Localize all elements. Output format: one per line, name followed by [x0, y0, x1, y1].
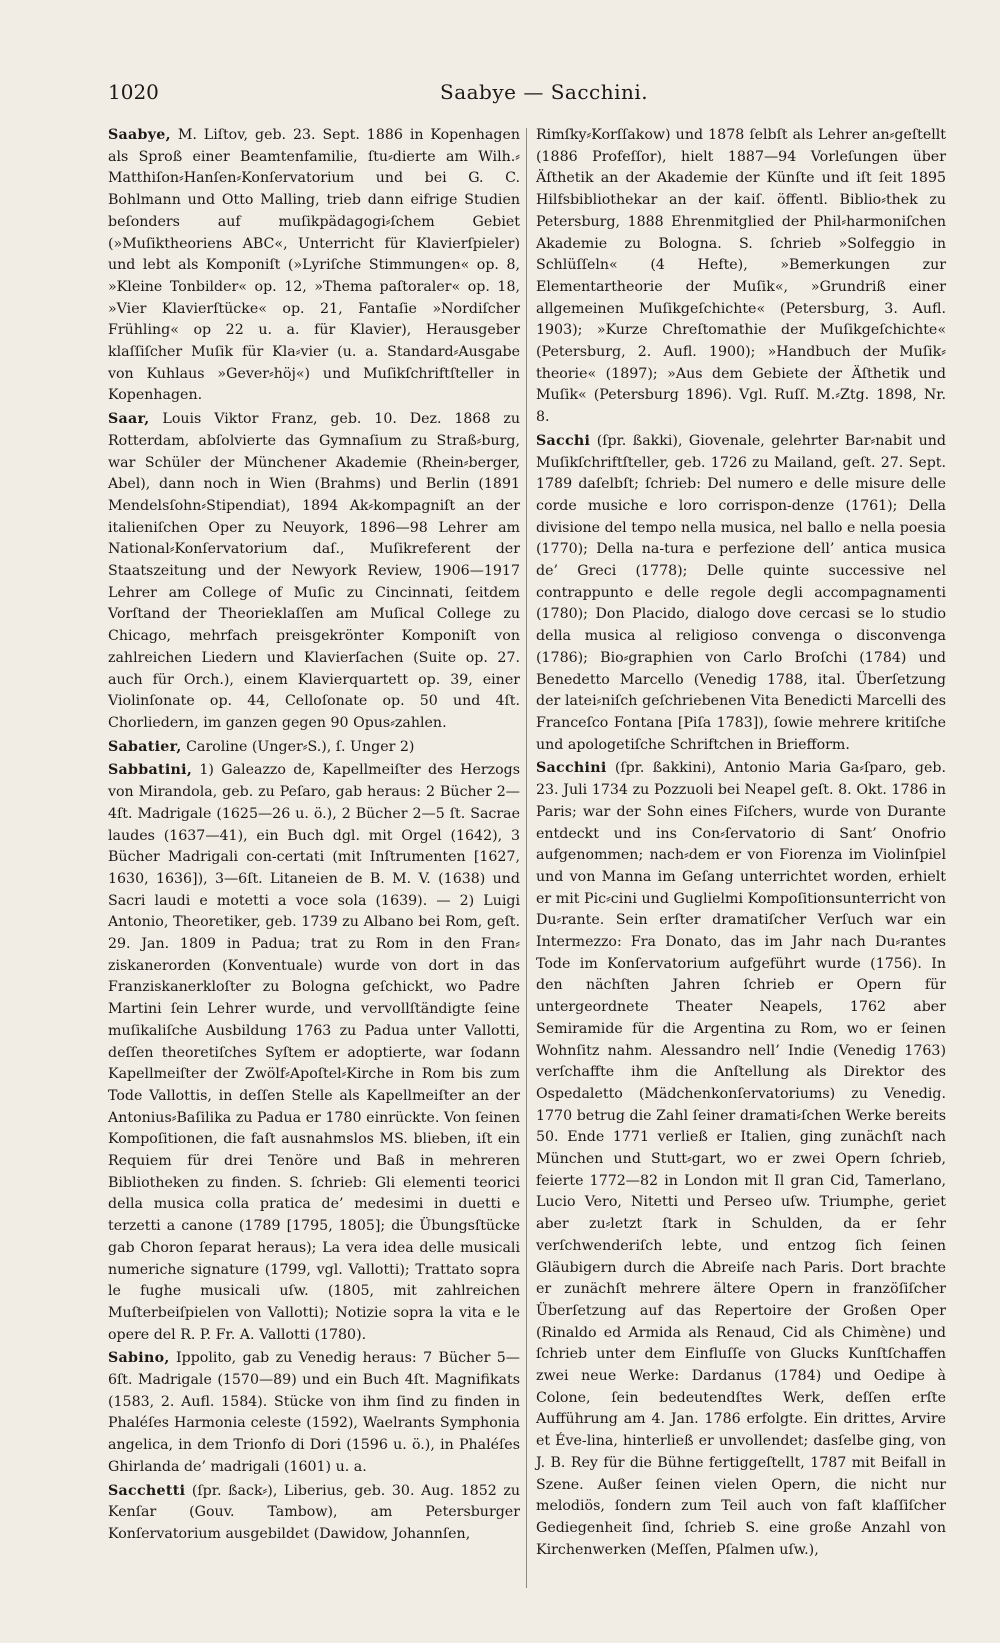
page-number: 1020 [108, 80, 159, 104]
page-header [108, 80, 942, 112]
entry-text: (ſpr. ßack⸗), Liberius, geb. 30. Aug. 1852 zu Kenſar (Gouv. Tambow), am Petersburger Konſervatorium ausgebildet (Dawidow, Johannſen, [108, 1482, 520, 1542]
entry-sabino [108, 1348, 520, 1478]
entry-sabatier [108, 737, 520, 759]
right-column [536, 125, 946, 1563]
headword: Sacchetti [108, 1482, 186, 1499]
entry-sacchetti [108, 1481, 520, 1546]
headword: Sabatier, [108, 738, 182, 755]
entry-saar [108, 409, 520, 735]
entry-text: Ippolito, gab zu Venedig heraus: 7 Bücher 5—6ſt. Madrigale (1570—89) und ein Buch 4ſt. Magnifikats (1583, 2. Aufl. 1584). Stücke von ihm ſind zu finden in Phaléſes Harmonia celeste (1592), Waelrants Symphonia angelica, in dem Trionfo di Dori (1596 u. ö.), in Phaléſes Ghirlanda de’ madrigali (1601) u. a. [108, 1350, 520, 1475]
entry-text: Rimſky⸗Korſſakow) und 1878 ſelbſt als Lehrer an⸗geſtellt (1886 Profeſſor), hielt 1887—94 Vorleſungen über Äſthetik an der Akademie der Künſte und iſt ſeit 1895 Hilfsbibliothekar an der kaiſ. öffentl. Biblio⸗thek zu Petersburg, 1888 Ehrenmitglied der Phil⸗harmoniſchen Akademie zu Bologna. S. ſchrieb »Solfeggio in Schlüſſeln« (4 Hefte), »Bemerkungen zur Elementartheorie der Muſik«, »Grundriß einer allgemeinen Muſikgeſchichte« (Petersburg, 3. Aufl. 1903); »Kurze Chreſtomathie der Muſikgeſchichte« (Petersburg, 2. Aufl. 1900); »Handbuch der Muſik⸗theorie« (1897); »Aus dem Gebiete der Äſthetik und Muſik« (Petersburg 1896). Vgl. Ruſſ. M.⸗Ztg. 1898, Nr. 8. [536, 127, 946, 426]
entry-sacchi [536, 431, 946, 757]
headword: Sacchi [536, 432, 591, 449]
headword: Sacchini [536, 760, 607, 777]
entry-text: (ſpr. ßakki), Giovenale, gelehrter Bar⸗nabit und Muſikſchriftſteller, geb. 1726 zu Mailand, geſt. 27. Sept. 1789 daſelbſt; ſchrieb: Del numero e delle misure delle corde musiche e loro corrispon-denze (1761); Della divisione del tempo nella musica, nel ballo e nella poesia (1770); Della na-tura e perfezione dell’ antica musica de’ Greci (1778); Delle quinte successive nel contrappunto e delle regole degli accompagnamenti (1780); Don Placido, dialogo dove cercasi se lo studio della musica al religioso convenga o disconvenga (1786); Bio⸗graphien von Carlo Broſchi (1784) und Benedetto Marcello (Venedig 1788, ital. Überſetzung der latei⸗niſch geſchriebenen Vita Benedicti Marcelli des Franceſco Fontana [Piſa 1783]), ſowie mehrere kritiſche und apologetiſche Schriftchen in Briefform. [536, 432, 946, 753]
column-divider [526, 128, 527, 1588]
entry-text: 1) Galeazzo de, Kapellmeiſter des Herzogs von Mirandola, geb. zu Peſaro, gab heraus: 2 Bücher 2—4ſt. Madrigale (1625—26 u. ö.), 2 Bücher 2—5 ſt. Sacrae laudes (1637—41), ein Buch dgl. mit Orgel (1642), 3 Bücher Madrigali con-certati (mit Inſtrumenten [1627, 1630, 1636]), 3—6ſt. Litaneien de B. M. V. (1638) und Sacri laudi e motetti a voce sola (1639). — 2) Luigi Antonio, Theoretiker, geb. 1739 zu Albano bei Rom, geſt. 29. Jan. 1809 in Padua; trat zu Rom in den Fran⸗ziskanerorden (Konventuale) wurde von dort in das Franziskanerkloſter zu Bologna geſchickt, wo Padre Martini ſein Lehrer wurde, und vervollſtändigte ſeine muſikaliſche Ausbildung 1763 zu Padua unter Vallotti, deſſen theoretiſches Syſtem er adoptierte, war ſodann Kapellmeiſter der Zwölf⸗Apoſtel⸗Kirche in Rom bis zum Tode Vallottis, in deſſen Stelle als Kapellmeiſter an der Antonius⸗Baſilika zu Padua er 1780 einrückte. Von ſeinen Kompoſitionen, die faſt ausnahmslos MS. blieben, iſt ein Requiem für drei Tenöre und Baß in mehreren Bibliotheken zu finden. S. ſchrieb: Gli elementi teorici della musica colla pratica de’ medesimi in duetti e terzetti a canone (1789 [1795, 1805]; die Übungsſtücke gab Choron ſeparat heraus); La vera idea delle musicali numeriche signature (1799, vgl. Vallotti); Trattato sopra le fughe musicali uſw. (1805, mit zahlreichen Muſterbeiſpielen von Vallotti); Notizie sopra la vita e le opere del R. P. Fr. A. Vallotti (1780). [108, 762, 521, 1343]
entry-text: Louis Viktor Franz, geb. 10. Dez. 1868 zu Rotterdam, abſolvierte das Gymnaſium zu Straß⸗burg, war Schüler der Münchener Akademie (Rhein⸗berger, Abel), dann noch in Wien (Brahms) und Berlin (1891 Mendelsſohn⸗Stipendiat), 1894 Ak⸗kompagniſt an der italieniſchen Oper zu Neuyork, 1896—98 Lehrer am National⸗Konſervatorium daſ., Muſikreferent der Staatszeitung und der Newyork Review, 1906—1917 Lehrer am College of Muſic zu Cincinnati, ſeitdem Vorſtand der Theorieklaſſen am Muſical College zu Chicago, mehrfach preisgekrönter Komponiſt von zahlreichen Liedern und Klavierſachen (Suite op. 27. auch für Orch.), einem Klavierquartett op. 39, einer Violinſonate op. 44, Celloſonate op. 50 und 4ſt. Chorliedern, im ganzen gegen 90 Opus⸗zahlen. [108, 411, 520, 731]
headword: Saabye, [108, 127, 171, 143]
headword: Sabino, [108, 1350, 170, 1367]
entry-sabbatini [108, 760, 520, 1346]
left-column [108, 125, 520, 1548]
entry-sacchetti-continued [536, 125, 946, 429]
entry-text: Caroline (Unger⸗S.), ſ. Unger 2) [186, 738, 415, 755]
headword: Saar, [108, 411, 150, 428]
entry-text: M. Liſtov, geb. 23. Sept. 1886 in Kopenhagen als Sproß einer Beamtenfamilie, ſtu⸗dierte am Wilh.⸗Matthiſon⸗Hanſen⸗Konſervatorium und bei G. C. Bohlmann und Otto Malling, trieb dann eifrige Studien beſonders auf muſikpädagogi⸗ſchem Gebiet (»Muſiktheoriens ABC«, Unterricht für Klavierſpieler) und lebt als Komponiſt (»Lyriſche Stimmungen« op. 8, »Kleine Tonbilder« op. 12, »Thema paſtoraler« op. 18, »Vier Klavierſtücke« op. 21, Fantaſie »Nordiſcher Frühling« op 22 u. a. für Klavier), Herausgeber klaſſiſcher Muſik für Kla⸗vier (u. a. Standard⸗Ausgabe von Kuhlaus »Gever⸗höj«) und Muſikſchriftſteller in Kopenhagen. [108, 127, 521, 404]
entry-sacchini [536, 758, 946, 1561]
headword: Sabbatini, [108, 762, 193, 779]
running-title: Saabye — Sacchini. [440, 80, 649, 104]
entry-text: (ſpr. ßakkini), Antonio Maria Ga⸗ſparo, geb. 23. Juli 1734 zu Pozzuoli bei Neapel geſt. 8. Okt. 1786 in Paris; war der Sohn eines Fiſchers, wurde von Durante entdeckt und ins Con⸗ſervatorio di Sant’ Onofrio aufgenommen; nach⸗dem er von Fiorenza im Violinſpiel und von Manna im Geſang unterrichtet worden, erhielt er mit Pic⸗cini und Guglielmi Kompoſitionsunterricht von Du⸗rante. Sein erſter dramatiſcher Verſuch war ein Intermezzo: Fra Donato, das im Jahr nach Du⸗rantes Tode im Konſervatorium aufgeführt wurde (1756). In den nächſten Jahren ſchrieb er Opern für untergeordnete Theater Neapels, 1762 aber Semiramide für die Argentina zu Rom, wo er ſeinen Wohnſitz nahm. Alessandro nell’ Indie (Venedig 1763) verſchaffte ihm die Anſtellung als Direktor des Ospedaletto (Mädchenkonſervatoriums) zu Venedig. 1770 betrug die Zahl ſeiner dramati⸗ſchen Werke bereits 50. Ende 1771 verließ er Italien, ging zunächſt nach München und Stutt⸗gart, wo er zwei Opern ſchrieb, feierte 1772—82 in London mit Il gran Cid, Tamerlano, Lucio Vero, Nitetti und Perseo uſw. Triumphe, geriet aber zu⸗letzt ſtark in Schulden, da er ſehr verſchwenderiſch lebte, und entzog ſich ſeinen Gläubigern durch die Abreiſe nach Paris. Dort brachte er zunächſt mehrere ältere Opern in franzöſiſcher Überſetzung auf das Repertoire der Großen Oper (Rinaldo ed Armida als Renaud, Cid als Chimène) und ſchrieb unter dem Einfluſſe von Glucks Kunſtſchaffen zwei neue Werke: Dardanus (1784) und Oedipe à Colone, ſein bedeutendſtes Werk, deſſen erſte Aufführung am 4. Jan. 1786 erfolgte. Ein drittes, Arvire et Éve-lina, hinterließ er unvollendet; dasſelbe ging, von J. B. Rey für die Bühne fertiggeſtellt, 1787 mit Beifall in Szene. Außer ſeinen vielen Opern, die nicht nur melodiös, ſondern zum Teil auch von faſt klaſſiſcher Gediegenheit ſind, ſchrieb S. eine große Anzahl von Kirchenwerken (Meſſen, Pſalmen uſw.), [536, 760, 946, 1558]
entry-saabye [108, 125, 520, 407]
